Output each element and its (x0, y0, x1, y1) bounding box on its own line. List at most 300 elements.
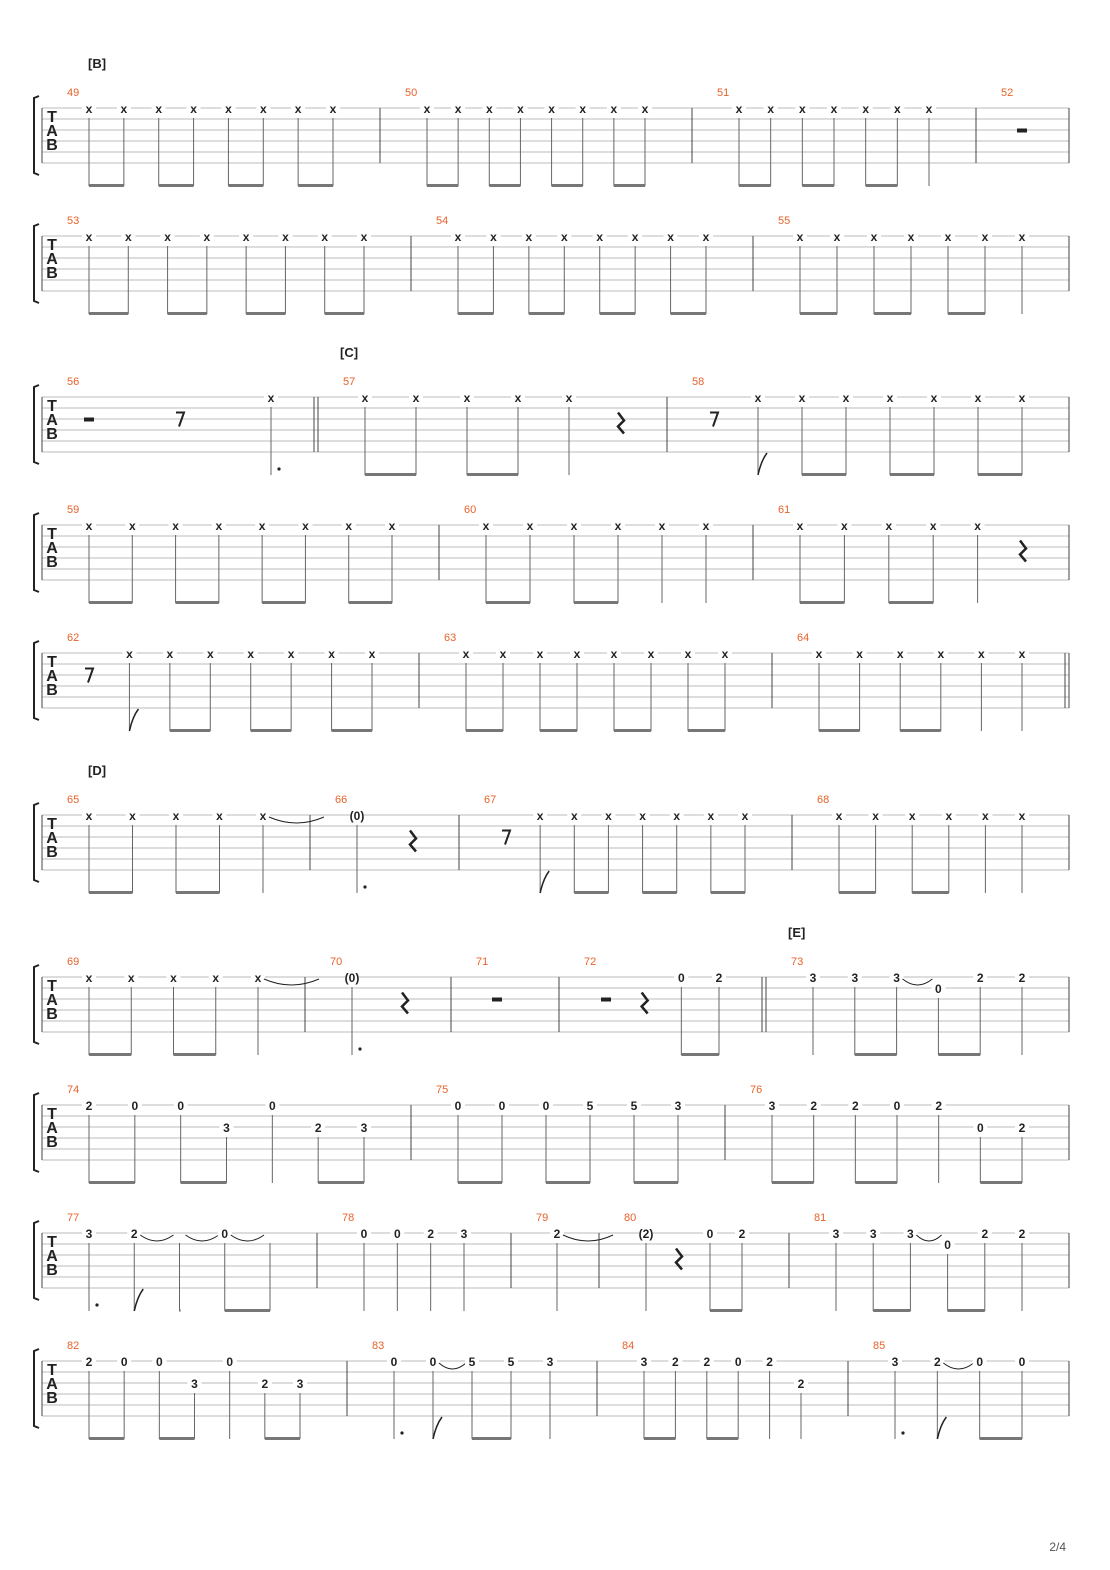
fret-number: 2 (314, 1121, 322, 1135)
fret-number: 0 (360, 1227, 368, 1241)
half-rest (601, 998, 611, 1002)
dead-note: x (639, 809, 646, 823)
dead-note: x (570, 519, 578, 533)
beam (574, 891, 608, 894)
fret-number: 2 (130, 1227, 138, 1241)
dead-note: x (126, 647, 133, 661)
beam (318, 1181, 364, 1184)
dead-note: x (974, 519, 981, 533)
dead-note: x (702, 230, 710, 244)
dead-note: x (981, 230, 989, 244)
fret-number: 2 (738, 1227, 746, 1241)
tie-arc (916, 1235, 941, 1241)
measure-number: 78 (342, 1212, 355, 1224)
fret-number: 3 (85, 1227, 93, 1241)
measure-number: 82 (67, 1340, 80, 1352)
beam (711, 891, 745, 894)
tab-clef-letter: B (46, 554, 58, 571)
beam (89, 1437, 124, 1440)
dead-note: x (172, 809, 180, 823)
measure-number: 75 (436, 1084, 449, 1096)
dead-note: x (830, 102, 838, 116)
dead-note: x (166, 647, 174, 661)
dead-note: x (798, 391, 806, 405)
dead-note: x (842, 391, 850, 405)
system-bracket (34, 803, 39, 882)
tie-arc (563, 1235, 613, 1241)
beam (671, 312, 706, 315)
dead-note: x (164, 230, 171, 244)
dead-note: x (525, 230, 533, 244)
fret-number: 0 (1018, 1355, 1026, 1369)
dead-note: x (170, 971, 177, 985)
fret-number: 5 (507, 1355, 515, 1369)
fret-number: 0 (390, 1355, 398, 1369)
beam (472, 1437, 511, 1440)
fret-number: 2 (935, 1099, 943, 1113)
fret-number: 2 (261, 1377, 269, 1391)
fret-number: 3 (460, 1227, 468, 1241)
fret-number: 0 (893, 1099, 901, 1113)
dead-note: x (978, 647, 985, 661)
measure-number: 65 (67, 794, 80, 806)
dead-note: x (536, 647, 544, 661)
dead-note: x (596, 230, 604, 244)
beam (467, 473, 518, 476)
dead-note: x (1018, 391, 1026, 405)
beam (600, 312, 635, 315)
fret-number: 0 (976, 1355, 984, 1369)
measure-number: 57 (343, 376, 356, 388)
half-rest (492, 998, 502, 1002)
beam (978, 473, 1022, 476)
measure-number: 55 (778, 215, 791, 227)
beam (168, 312, 207, 315)
beam (800, 601, 844, 604)
tab-clef-letter: T (47, 237, 57, 254)
tie-arc (903, 979, 933, 985)
tab-clef-letter: B (46, 1134, 58, 1151)
tab-clef-letter: T (47, 1362, 57, 1379)
dead-note: x (482, 519, 490, 533)
dead-note: x (707, 809, 715, 823)
beam (89, 312, 128, 315)
dead-note: x (767, 102, 775, 116)
measure-number: 74 (67, 1084, 80, 1096)
tab-clef-letter: T (47, 109, 57, 126)
dead-note: x (294, 102, 302, 116)
duration-dot (363, 885, 366, 888)
dead-note: x (1018, 647, 1026, 661)
fret-number: 3 (768, 1099, 776, 1113)
dead-note: x (85, 971, 93, 985)
fret-number: 0 (706, 1227, 714, 1241)
tab-clef-letter: T (47, 526, 57, 543)
fret-number: 3 (191, 1377, 198, 1391)
fret-number: 2 (672, 1355, 679, 1369)
measure-number: 76 (750, 1084, 763, 1096)
beam (802, 184, 834, 187)
beam (246, 312, 285, 315)
beam (89, 891, 133, 894)
dead-note: x (641, 102, 649, 116)
fret-number: 2 (851, 1099, 859, 1113)
dead-note: x (937, 647, 945, 661)
fret-number: 0 (226, 1355, 234, 1369)
tie-arc (231, 1235, 264, 1241)
dead-note: x (85, 230, 93, 244)
fret-number: 3 (296, 1377, 304, 1391)
dead-note: x (885, 519, 893, 533)
measure-number: 63 (444, 632, 457, 644)
beam (181, 1181, 227, 1184)
dead-note: x (124, 230, 132, 244)
dead-note: x (517, 102, 524, 116)
measure-number: 70 (330, 956, 343, 968)
beam (873, 1309, 910, 1312)
measure-number: 80 (624, 1212, 637, 1224)
tab-clef-letter: B (46, 265, 58, 282)
beam (89, 1053, 131, 1056)
beam (176, 891, 220, 894)
fret-number: 2 (85, 1355, 93, 1369)
dead-note: x (974, 391, 982, 405)
dead-note: x (172, 519, 179, 533)
fret-number: 3 (360, 1121, 368, 1135)
dead-note: x (930, 391, 938, 405)
dead-note: x (215, 519, 223, 533)
dead-note: x (127, 971, 135, 985)
measure-number: 59 (67, 504, 80, 516)
measure-number: 85 (873, 1340, 886, 1352)
dead-note: x (605, 809, 612, 823)
half-rest (1017, 129, 1027, 133)
dead-note: x (684, 647, 692, 661)
system-bracket (34, 385, 39, 464)
fret-number: 0 (155, 1355, 163, 1369)
dead-note: x (258, 519, 266, 533)
beam (225, 1309, 270, 1312)
measure-number: 84 (622, 1340, 635, 1352)
dead-note: x (514, 391, 522, 405)
dead-note: x (454, 230, 462, 244)
measure-number: 66 (335, 794, 348, 806)
dead-note: x (287, 647, 295, 661)
dead-note: x (856, 647, 863, 661)
fret-number: 0 (935, 982, 942, 996)
fret-number: 3 (869, 1227, 877, 1241)
beam (251, 729, 291, 732)
dead-note: x (631, 230, 639, 244)
section-marker: [E] (788, 925, 806, 940)
dead-note: x (908, 809, 916, 823)
fret-number: 0 (177, 1099, 185, 1113)
fret-number: 0 (542, 1099, 550, 1113)
beam (170, 729, 210, 732)
dead-note: x (302, 519, 309, 533)
beam (643, 891, 677, 894)
tab-clef-letter: A (46, 412, 58, 429)
system-bracket (34, 641, 39, 720)
dead-note: x (85, 102, 93, 116)
dead-note: x (206, 647, 214, 661)
measure-number: 52 (1001, 87, 1014, 99)
beam (938, 1053, 980, 1056)
dead-note: x (565, 391, 573, 405)
beam (900, 729, 941, 732)
tie-arc (439, 1363, 466, 1369)
measure-number: 83 (372, 1340, 385, 1352)
dead-note: x (85, 519, 93, 533)
beam (874, 312, 911, 315)
dead-note: x (893, 102, 901, 116)
beam (707, 1437, 738, 1440)
beam (365, 473, 416, 476)
beam (855, 1181, 897, 1184)
dead-note: x (247, 647, 255, 661)
dead-note: x (610, 647, 618, 661)
fret-number: 2 (981, 1227, 989, 1241)
beam (574, 601, 618, 604)
dead-note: x (815, 647, 823, 661)
fret-number: 2 (976, 971, 984, 985)
fret-number: 3 (809, 971, 817, 985)
fret-number: 2 (933, 1355, 941, 1369)
dead-note: x (361, 391, 369, 405)
beam (546, 1181, 590, 1184)
fret-number: (0) (344, 971, 360, 985)
fret-number: 3 (907, 1227, 914, 1241)
duration-dot (400, 1431, 403, 1434)
dead-note: x (203, 230, 211, 244)
fret-number: 3 (546, 1355, 554, 1369)
beam (912, 891, 949, 894)
tab-clef-letter: T (47, 398, 57, 415)
tab-clef-letter: T (47, 816, 57, 833)
dead-note: x (212, 971, 220, 985)
beam (710, 1309, 742, 1312)
measure-number: 53 (67, 215, 80, 227)
fret-number: 3 (832, 1227, 840, 1241)
tie-arc (943, 1363, 973, 1369)
fret-number: 2 (810, 1099, 818, 1113)
tab-clef-letter: T (47, 1106, 57, 1123)
fret-number: 0 (221, 1227, 229, 1241)
tab-clef-letter: A (46, 251, 58, 268)
system-bracket (34, 1349, 39, 1428)
section-marker: [B] (88, 56, 107, 71)
dead-note: x (1018, 809, 1026, 823)
dead-note: x (614, 519, 622, 533)
dead-note: x (835, 809, 843, 823)
fret-number: (2) (638, 1227, 654, 1241)
dead-note: x (490, 230, 497, 244)
dead-note: x (896, 647, 904, 661)
measure-number: 71 (476, 956, 489, 968)
measure-number: 50 (405, 87, 418, 99)
system-bracket (34, 1093, 39, 1172)
tie-arc (269, 817, 324, 823)
fret-number: 3 (891, 1355, 899, 1369)
measure-number: 79 (536, 1212, 549, 1224)
dead-note: x (485, 102, 493, 116)
beam (458, 1181, 502, 1184)
dead-note: x (982, 809, 989, 823)
fret-number: 0 (944, 1238, 951, 1252)
dead-note: x (321, 230, 329, 244)
dead-note: x (579, 102, 587, 116)
dead-note: x (282, 230, 289, 244)
page-number: 2/4 (1049, 1540, 1066, 1554)
measure-number: 54 (436, 215, 449, 227)
fret-number: 3 (223, 1121, 230, 1135)
dead-note: x (267, 391, 275, 405)
dead-note: x (462, 647, 470, 661)
fret-number: 0 (429, 1355, 437, 1369)
beam (614, 184, 645, 187)
beam (866, 184, 898, 187)
dead-note: x (329, 102, 337, 116)
fret-number: 0 (120, 1355, 128, 1369)
beam (948, 1309, 985, 1312)
system-bracket (34, 96, 39, 175)
dead-note: x (128, 519, 136, 533)
dead-note: x (702, 519, 710, 533)
dead-note: x (1018, 230, 1026, 244)
dead-note: x (120, 102, 128, 116)
fret-number: 3 (674, 1099, 682, 1113)
dead-note: x (536, 809, 544, 823)
dead-note: x (368, 647, 376, 661)
dead-note: x (929, 519, 937, 533)
dead-note: x (225, 102, 232, 116)
section-marker: [C] (340, 345, 359, 360)
tab-clef-letter: B (46, 1390, 58, 1407)
beam (332, 729, 372, 732)
dead-note: x (944, 230, 952, 244)
tab-clef-letter: A (46, 123, 58, 140)
beam (159, 1437, 194, 1440)
dead-note: x (242, 230, 250, 244)
beam (552, 184, 583, 187)
dead-note: x (721, 647, 729, 661)
measure-number: 77 (67, 1212, 80, 1224)
fret-number: 0 (393, 1227, 401, 1241)
measure-number: 68 (817, 794, 830, 806)
dead-note: x (560, 230, 568, 244)
measure-number: 73 (791, 956, 804, 968)
tie-arc (264, 979, 319, 985)
fret-number: 2 (85, 1099, 93, 1113)
fret-number: 3 (640, 1355, 648, 1369)
fret-number: 0 (268, 1099, 276, 1113)
beam (159, 184, 194, 187)
dead-note: x (658, 519, 666, 533)
half-rest (84, 418, 94, 422)
fret-number: 0 (454, 1099, 462, 1113)
dead-note: x (872, 809, 879, 823)
fret-number: 0 (498, 1099, 506, 1113)
fret-number: 5 (586, 1099, 594, 1113)
dead-note: x (388, 519, 396, 533)
measure-number: 62 (67, 632, 80, 644)
duration-dot (358, 1047, 361, 1050)
beam (839, 891, 876, 894)
beam (89, 1181, 135, 1184)
dead-note: x (945, 809, 953, 823)
dead-note: x (741, 809, 749, 823)
beam (819, 729, 860, 732)
measure-number: 58 (692, 376, 705, 388)
duration-dot (277, 467, 280, 470)
dead-note: x (907, 230, 915, 244)
beam (262, 601, 305, 604)
dead-note: x (328, 647, 335, 661)
system-bracket (34, 513, 39, 592)
dead-note: x (570, 809, 578, 823)
dead-note: x (85, 809, 93, 823)
beam (644, 1437, 675, 1440)
beam (427, 184, 458, 187)
system-bracket (34, 224, 39, 303)
eighth-flag (129, 709, 138, 731)
beam (466, 729, 503, 732)
system-bracket (34, 965, 39, 1044)
eighth-flag (134, 1289, 143, 1311)
dead-note: x (499, 647, 507, 661)
fret-number: 2 (1018, 971, 1026, 985)
fret-number: 5 (630, 1099, 638, 1113)
beam (325, 312, 364, 315)
duration-dot (901, 1431, 904, 1434)
eighth-flag (758, 453, 767, 475)
fret-number: 3 (893, 971, 900, 985)
tab-clef-letter: A (46, 1120, 58, 1137)
tab-clef-letter: T (47, 654, 57, 671)
duration-dot (95, 1303, 98, 1306)
dead-note: x (796, 519, 804, 533)
beam (176, 601, 219, 604)
dead-note: x (423, 102, 431, 116)
dead-note: x (754, 391, 762, 405)
tab-clef-letter: A (46, 668, 58, 685)
dead-note: x (412, 391, 420, 405)
dead-note: x (796, 230, 804, 244)
dead-note: x (862, 102, 870, 116)
beam (980, 1437, 1022, 1440)
beam (948, 312, 985, 315)
fret-number: 0 (131, 1099, 139, 1113)
fret-number: 2 (427, 1227, 435, 1241)
dead-note: x (463, 391, 471, 405)
tab-clef-letter: A (46, 992, 58, 1009)
tab-clef-letter: B (46, 1262, 58, 1279)
beam (980, 1181, 1022, 1184)
dead-note: x (548, 102, 555, 116)
measure-number: 49 (67, 87, 80, 99)
beam (174, 1053, 216, 1056)
beam (265, 1437, 300, 1440)
section-marker: [D] (88, 763, 107, 778)
dead-note: x (925, 102, 933, 116)
measure-number: 64 (797, 632, 810, 644)
beam (889, 601, 933, 604)
dead-note: x (216, 809, 223, 823)
measure-number: 69 (67, 956, 80, 968)
fret-number: 2 (715, 971, 723, 985)
beam (458, 312, 493, 315)
tab-clef-letter: A (46, 830, 58, 847)
